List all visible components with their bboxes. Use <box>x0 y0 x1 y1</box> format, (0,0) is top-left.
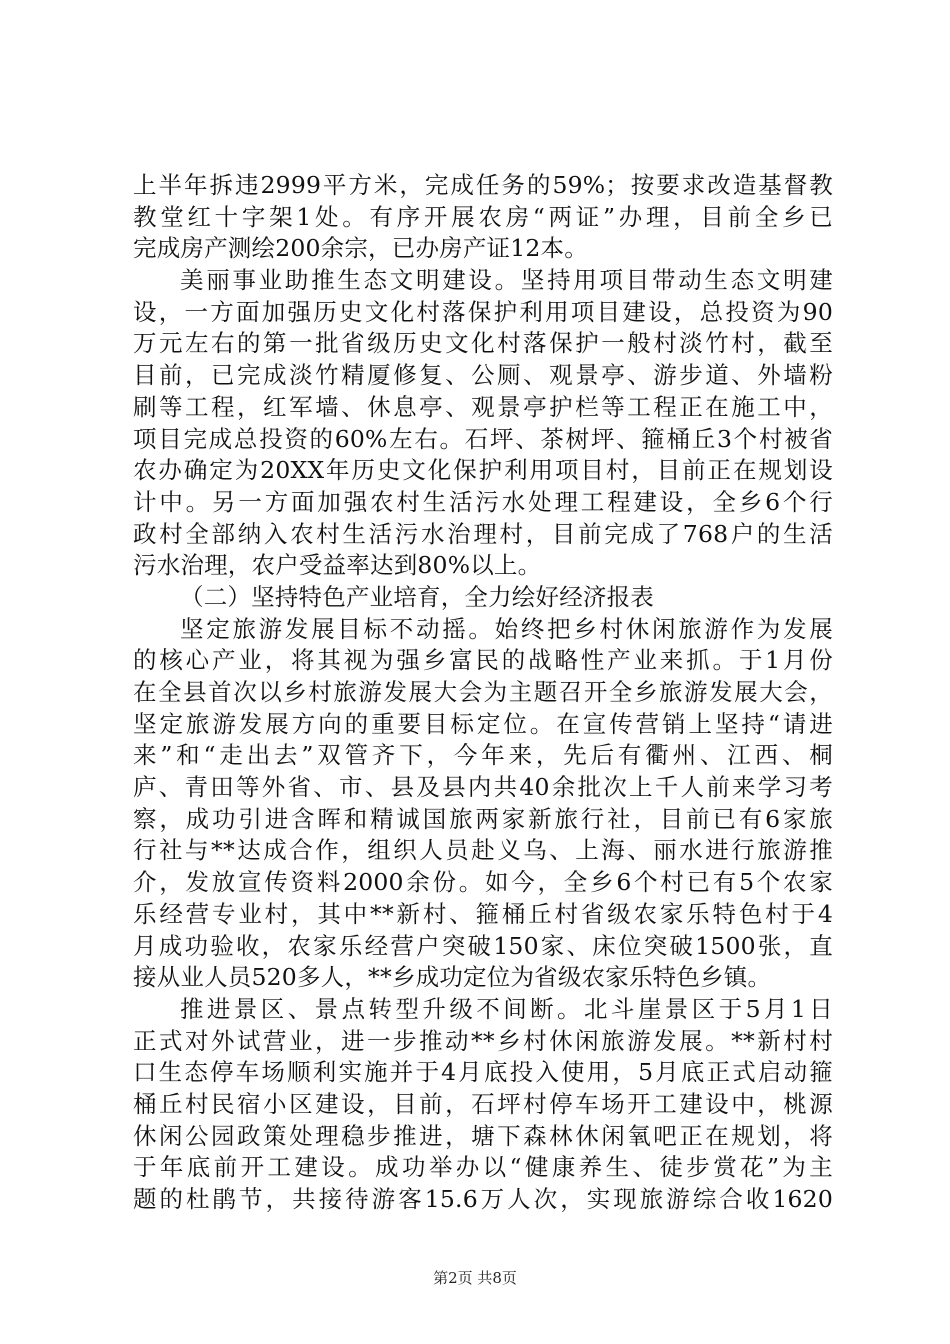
text-line: 于年底前开工建设。成功举办以“健康养生、徒步赏花”为主 <box>133 1153 833 1182</box>
text-line: 污水治理，农户受益率达到80%以上。 <box>133 551 542 580</box>
body-text <box>133 170 833 1216</box>
text-line: 设，一方面加强历史文化村落保护利用项目建设，总投资为90 <box>133 297 833 326</box>
text-line: 坚定旅游发展目标不动摇。始终把乡村休闲旅游作为发展 <box>180 614 833 643</box>
text-line: 桶丘村民宿小区建设，目前，石坪村停车场开工建设中，桃源 <box>133 1089 833 1118</box>
text-line: 的核心产业，将其视为强乡富民的战略性产业来抓。于1月份 <box>133 646 833 675</box>
text-line: 休闲公园政策处理稳步推进，塘下森林休闲氧吧正在规划，将 <box>133 1121 833 1150</box>
text-line: 美丽事业助推生态文明建设。坚持用项目带动生态文明建 <box>180 266 833 295</box>
text-line: 万元左右的第一批省级历史文化村落保护一般村淡竹村，截至 <box>133 329 833 358</box>
text-line: 介，发放宣传资料2000余份。如今，全乡6个村已有5个农家 <box>133 868 833 897</box>
page-footer: 第2页 共8页 <box>433 1269 517 1287</box>
text-line: 行社与**达成合作，组织人员赴义乌、上海、丽水进行旅游推 <box>133 836 833 865</box>
text-line: 月成功验收，农家乐经营户突破150家、床位突破1500张，直 <box>133 931 833 960</box>
text-line: 来”和“走出去”双管齐下，今年来，先后有衢州、江西、桐 <box>133 741 833 770</box>
text-line: 项目完成总投资的60%左右。石坪、茶树坪、箍桶丘3个村被省 <box>133 424 833 453</box>
text-line: 农办确定为20XX年历史文化保护利用项目村，目前正在规划设 <box>133 456 833 485</box>
text-line: 刷等工程，红军墙、休息亭、观景亭护栏等工程正在施工中， <box>133 392 833 421</box>
text-line: 题的杜鹃节，共接待游客15.6万人次，实现旅游综合收1620 <box>133 1185 833 1213</box>
text-line: 计中。另一方面加强农村生活污水处理工程建设，全乡6个行 <box>133 487 833 516</box>
text-line: 正式对外试营业，进一步推动**乡村休闲旅游发展。**新村村 <box>133 1026 833 1055</box>
text-line: 推进景区、景点转型升级不间断。北斗崖景区于5月1日 <box>180 994 833 1023</box>
text-line: 政村全部纳入农村生活污水治理村，目前完成了768户的生活 <box>133 519 833 548</box>
text-line: 在全县首次以乡村旅游发展大会为主题召开全乡旅游发展大会， <box>133 678 833 706</box>
text-line: 察，成功引进含晖和精诚国旅两家新旅行社，目前已有6家旅 <box>133 804 833 833</box>
text-line: 口生态停车场顺利实施并于4月底投入使用，5月底正式启动箍 <box>133 1058 833 1087</box>
text-line: 接从业人员520多人，**乡成功定位为省级农家乐特色乡镇。 <box>133 963 772 992</box>
text-line: 坚定旅游发展方向的重要目标定位。在宣传营销上坚持“请进 <box>133 709 833 738</box>
text-line: 庐、青田等外省、市、县及县内共40余批次上千人前来学习考 <box>133 773 833 802</box>
text-line: 教堂红十字架1处。有序开展农房“两证”办理，目前全乡已 <box>133 202 833 231</box>
text-line: 完成房产测绘200余宗，已办房产证12本。 <box>133 234 588 263</box>
text-line: 乐经营专业村，其中**新村、箍桶丘村省级农家乐特色村于4 <box>133 899 833 928</box>
text-line: 上半年拆违2999平方米，完成任务的59%；按要求改造基督教 <box>133 171 833 199</box>
text-line: 目前，已完成淡竹精厦修复、公厕、观景亭、游步道、外墙粉 <box>133 361 833 390</box>
text-line: （二）坚持特色产业培育，全力绘好经济报表 <box>180 582 654 611</box>
